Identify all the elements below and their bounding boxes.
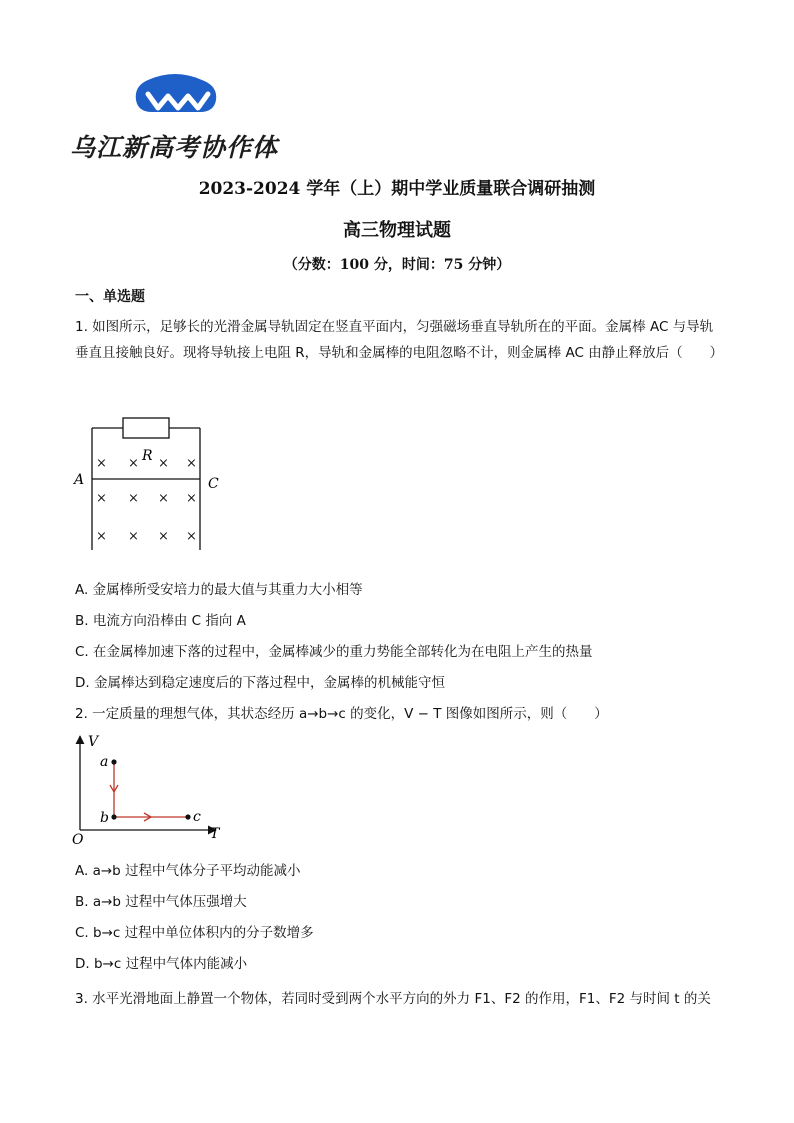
label-C: C — [208, 476, 219, 492]
question-1-option-a[interactable]: A. 金属棒所受安培力的最大值与其重力大小相等 — [75, 582, 363, 598]
point-c — [185, 814, 190, 819]
logo-wordmark: 乌江新高考协作体 — [70, 133, 279, 162]
field-cross: × — [158, 529, 169, 544]
question-1-option-d[interactable]: D. 金属棒达到稳定速度后的下落过程中，金属棒的机械能守恒 — [75, 675, 445, 691]
label-A: A — [74, 472, 85, 488]
field-cross: × — [128, 529, 139, 544]
field-cross: × — [186, 491, 197, 506]
y-axis-label: V — [88, 734, 99, 750]
point-c-label: c — [193, 809, 201, 825]
field-cross: × — [186, 456, 197, 471]
exam-subtitle: 高三物理试题 — [343, 220, 451, 241]
question-2-stem: 2. 一定质量的理想气体，其状态经历 a→b→c 的变化，V − T 图像如图所示，则（ ） — [75, 706, 608, 722]
question-1-option-c[interactable]: C. 在金属棒加速下落的过程中，金属棒减少的重力势能全部转化为在电阻上产生的热量 — [75, 644, 593, 660]
question-3-stem: 3. 水平光滑地面上静置一个物体，若同时受到两个水平方向的外力 F1、F2 的作用，F1、F2 与时间 t 的关 — [75, 991, 711, 1007]
field-cross: × — [128, 456, 139, 471]
resistor — [123, 418, 169, 438]
field-cross: × — [186, 529, 197, 544]
question-2-option-b[interactable]: B. a→b 过程中气体压强增大 — [75, 894, 247, 910]
point-a-label: a — [100, 754, 109, 770]
question-2-option-d[interactable]: D. b→c 过程中气体内能减小 — [75, 956, 248, 972]
question-2-option-a[interactable]: A. a→b 过程中气体分子平均动能减小 — [75, 863, 301, 879]
field-cross: × — [158, 456, 169, 471]
field-cross: × — [96, 456, 107, 471]
field-cross: × — [96, 491, 107, 506]
question-2-figure — [70, 730, 230, 846]
section-heading: 一、单选题 — [75, 289, 145, 305]
exam-meta: （分数：100 分，时间：75 分钟） — [283, 257, 511, 273]
x-axis-label: T — [210, 826, 220, 842]
point-a — [111, 759, 116, 764]
origin-label: O — [72, 832, 84, 846]
field-cross: × — [96, 529, 107, 544]
question-1-stem: 1. 如图所示，足够长的光滑金属导轨固定在竖直平面内，匀强磁场垂直导轨所在的平面。金属棒 AC 与导轨垂直且接触良好。现将导轨接上电阻 R，导轨和金属棒的电阻忽略不计，则金属棒 AC 由静止释放后（ ） — [75, 319, 724, 361]
question-1-figure — [70, 412, 230, 554]
field-cross: × — [158, 491, 169, 506]
question-2-option-c[interactable]: C. b→c 过程中单位体积内的分子数增多 — [75, 925, 314, 941]
question-1-option-b[interactable]: B. 电流方向沿棒由 C 指向 A — [75, 613, 246, 629]
point-b — [111, 814, 116, 819]
resistor-label: R — [142, 448, 153, 464]
point-b-label: b — [100, 810, 109, 826]
exam-title: 2023-2024 学年（上）期中学业质量联合调研抽测 — [198, 179, 596, 199]
field-cross: × — [128, 491, 139, 506]
